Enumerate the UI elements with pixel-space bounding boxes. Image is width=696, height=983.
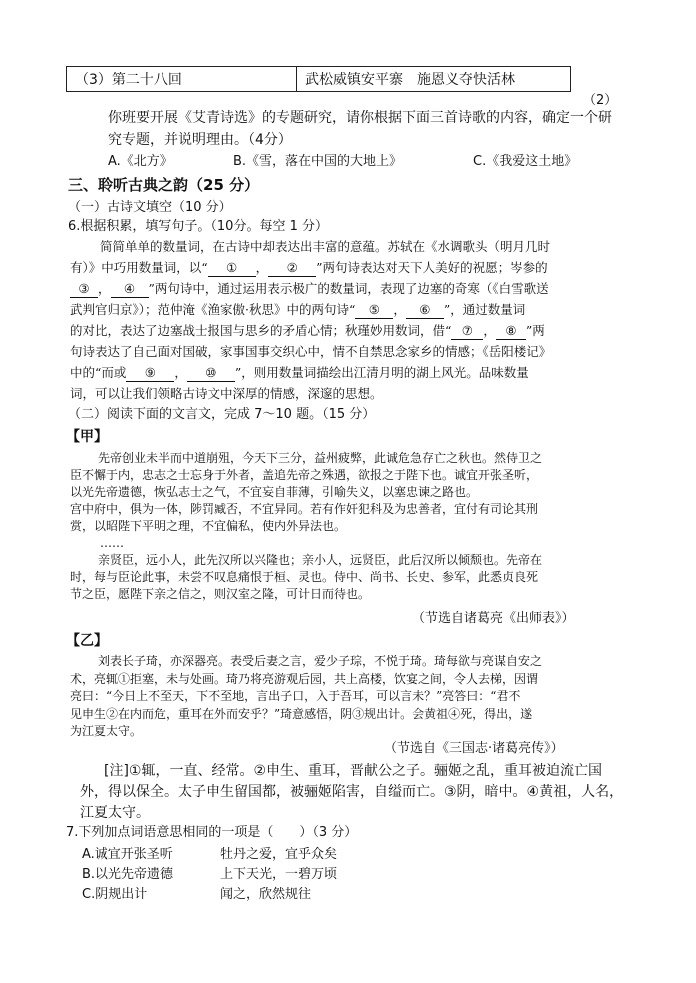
passage-jia-source: （节选自诸葛亮《出师表》） xyxy=(412,611,575,626)
paragraph-line xyxy=(70,385,630,406)
q2-option-c: C.《我爱这土地》 xyxy=(473,154,578,169)
text: 武判官归京》）；范仲淹《渔家傲·秋思》中的两句诗“ xyxy=(70,302,356,317)
q7-option-a-compare: 牡丹之爱，宜乎众矣 xyxy=(220,847,338,862)
paragraph-line xyxy=(70,322,630,343)
table-cell-title: 武松威镇安平寨 施恩义夺快活林 xyxy=(305,72,515,88)
chapter-table-row xyxy=(66,66,571,92)
text: 的对比，表达了边塞战士报国与思乡的矛盾心情；秋瑾妙用数词，借“ xyxy=(70,323,452,338)
blank-3[interactable]: ③ xyxy=(70,280,98,298)
q7-option-c-compare: 闻之，欣然规往 xyxy=(220,887,312,902)
passage-line: 节之臣，愿陛下亲之信之，则汉室之隆，可计日而待也。 xyxy=(70,587,371,601)
passage-yi-source: （节选自《三国志·诸葛亮传》） xyxy=(384,741,564,756)
paragraph-line xyxy=(70,364,630,385)
blank-9[interactable]: ⑨ xyxy=(126,364,174,382)
paragraph-line xyxy=(70,238,630,259)
passage-line: 亲贤臣，远小人，此先汉所以兴隆也；亲小人，远贤臣，此后汉所以倾颓也。先帝在 xyxy=(98,553,543,567)
table-cell-chapter: （3）第二十八回 xyxy=(75,72,182,88)
text: ”，通过数量词 xyxy=(443,302,526,317)
passage-line: 以光先帝遗德，恢弘志士之气，不宜妄自菲薄，引喻失义，以塞忠谏之路也。 xyxy=(70,485,479,499)
text: ”，则用数量词描绘出江清月明的湖上风光。品味数量 xyxy=(234,365,529,380)
blank-6[interactable]: ⑥ xyxy=(406,301,444,319)
paragraph-line xyxy=(70,259,630,280)
blank-8[interactable]: ⑧ xyxy=(496,322,526,340)
blank-1[interactable]: ① xyxy=(208,259,256,277)
passage-line: 赏，以昭陛下平明之理，不宜偏私，使内外异法也。 xyxy=(70,519,347,533)
passage-line: 臣不懈于内，忠志之士忘身于外者，盖追先帝之殊遇，欲报之于陛下也。诚宜开张圣听， xyxy=(70,468,539,482)
section-title: 三、聆听古典之韵（25 分） xyxy=(68,176,260,194)
paragraph-line xyxy=(70,343,630,364)
blank-2[interactable]: ② xyxy=(268,259,316,277)
blank-5[interactable]: ⑤ xyxy=(355,301,393,319)
text: ， xyxy=(393,302,406,317)
paragraph-line xyxy=(70,301,630,322)
text: ， xyxy=(174,365,187,380)
text: ”两句诗中，通过运用表示极广的数量词，表现了边塞的奇寒（《白雪歌送 xyxy=(148,281,549,296)
passage-label-jia: 【甲】 xyxy=(66,429,108,445)
text: 句诗表达了自己面对国破，家事国事交织心中，情不自禁思念家乡的情感；《岳阳楼记》 xyxy=(70,344,552,359)
text: 简简单单的数量词，在古诗中却表达出丰富的意蕴。苏轼在《水调歌头（明月几时 xyxy=(100,239,551,254)
q7-option-c: C.阴规出计 xyxy=(82,887,148,902)
question-7-title: 7.下列加点词语意思相同的一项是（ ）（3 分） xyxy=(66,825,358,840)
q2-line-2: 究专题，并说明理由。（4分） xyxy=(108,132,292,148)
text: ， xyxy=(255,260,269,275)
passage-jia xyxy=(70,450,542,603)
text: ”两句诗表达对天下人美好的祝愿；岑参的 xyxy=(316,260,548,275)
passage-line: 时，每与臣论此事，未尝不叹息痛恨于桓、灵也。侍中、尚书、长史、参军，此悉贞良死 xyxy=(70,570,539,584)
text: ， xyxy=(483,323,496,338)
subsection-title-2: （二）阅读下面的文言文，完成 7～10 题。（15 分） xyxy=(68,407,376,422)
table-divider xyxy=(296,67,297,91)
question-number: （2） xyxy=(583,93,618,108)
passage-line: 术，亮辄①拒塞，未与处画。琦乃将亮游观后园，共上高楼，饮宴之间，令人去梯，因谓 xyxy=(70,671,539,686)
ellipsis: …… xyxy=(100,536,124,550)
question-6-title: 6.根据积累，填写句子。（10分。每空 1 分） xyxy=(68,219,328,234)
note-line: 江夏太守。 xyxy=(80,805,150,821)
text: ”两 xyxy=(525,323,545,338)
q2-option-b: B.《雪，落在中国的大地上》 xyxy=(233,154,403,169)
passage-line: 刘表长子琦，亦深器亮。表受后妻之言，爱少子琮，不悦于琦。琦每欲与亮谋自安之 xyxy=(98,654,543,668)
blank-10[interactable]: ⑩ xyxy=(187,364,235,382)
passage-label-yi: 【乙】 xyxy=(66,633,108,649)
passage-line: 为江夏太守。 xyxy=(70,724,143,738)
text: 有）》中巧用数量词，以“ xyxy=(70,260,208,275)
notes xyxy=(80,761,623,824)
passage-yi xyxy=(70,653,542,741)
text: 词，可以让我们领略古诗文中深厚的情感，深邃的思想。 xyxy=(70,386,383,401)
passage-line: 宫中府中，俱为一体，陟罚臧否，不宜异同。若有作奸犯科及为忠善者，宜付有司论其刑 xyxy=(70,502,539,516)
text: ， xyxy=(98,281,111,296)
q7-option-b-compare: 上下天光，一碧万顷 xyxy=(220,867,338,882)
fill-blank-paragraph xyxy=(70,238,630,406)
paragraph-line xyxy=(70,280,630,301)
q2-line-1: 你班要开展《艾青诗选》的专题研究，请你根据下面三首诗歌的内容，确定一个研 xyxy=(108,110,612,126)
q7-option-b: B.以光先帝遗德 xyxy=(82,867,174,882)
note-line: 外，得以保全。太子申生留国都，被骊姬陷害，自缢而亡。③阴，暗中。④黄祖，人名， xyxy=(80,784,624,800)
passage-line: 亮曰：“今日上不至天，下不至地，言出子口，入于吾耳，可以言未？”亮答曰：“君不 xyxy=(70,689,521,703)
q7-option-a: A.诚宜开张圣听 xyxy=(82,847,173,862)
note-line: [注]①辄，一直、经常。②申生、重耳，晋献公之子。骊姬之乱，重耳被迫流亡国 xyxy=(104,763,603,779)
q2-option-a: A.《北方》 xyxy=(108,154,173,169)
passage-line: 先帝创业未半而中道崩殂，今天下三分，益州疲弊，此诚危急存亡之秋也。然侍卫之 xyxy=(98,451,543,465)
passage-line: 见申生②在内而危，重耳在外而安乎？”琦意感悟，阴③规出计。会黄祖④死，得出，遂 xyxy=(70,706,533,721)
blank-7[interactable]: ⑦ xyxy=(451,322,483,340)
blank-4[interactable]: ④ xyxy=(111,280,149,298)
subsection-title-1: （一）古诗文填空（10 分） xyxy=(68,200,232,215)
text: 中的“而或 xyxy=(70,365,127,380)
